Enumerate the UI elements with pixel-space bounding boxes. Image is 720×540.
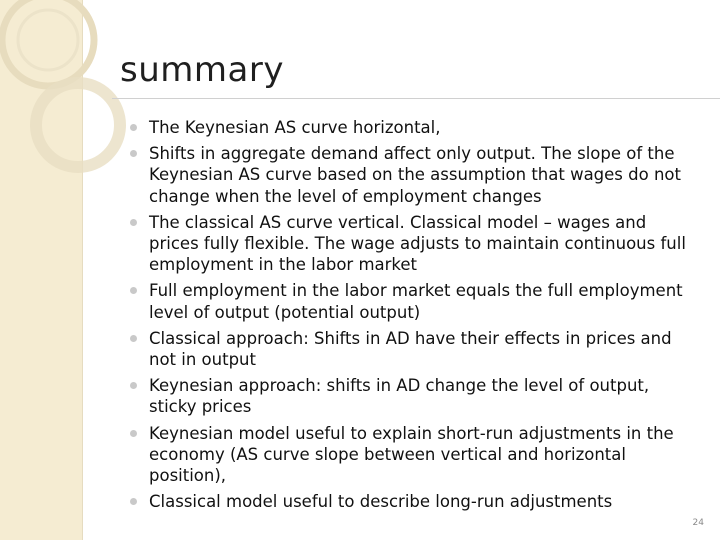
decorative-side-band — [0, 0, 83, 540]
bullet-item — [130, 375, 695, 417]
bullet-list — [130, 117, 695, 517]
bullet-text: Classical model useful to describe long-run adjustments — [149, 492, 613, 512]
bullet-dot-icon — [130, 150, 137, 157]
bullet-text: Keynesian model useful to explain short-run adjustments in the economy (AS curve slope between vertical and horizontal position), — [149, 423, 674, 486]
bullet-item — [130, 212, 695, 276]
bullet-dot-icon — [130, 382, 137, 389]
bullet-item — [130, 143, 695, 207]
bullet-text: Shifts in aggregate demand affect only output. The slope of the Keynesian AS curve based on the assumption that wages do not change when the level of employment changes — [149, 144, 681, 206]
bullet-item — [130, 423, 695, 487]
bullet-text: Full employment in the labor market equals the full employment level of output (potential output) — [149, 281, 683, 322]
bullet-text: Classical approach: Shifts in AD have their effects in prices and not in output — [149, 328, 672, 370]
bullet-dot-icon — [130, 335, 137, 342]
title-divider — [112, 98, 720, 99]
bullet-dot-icon — [130, 124, 137, 131]
bullet-text: The classical AS curve vertical. Classical model – wages and prices fully flexible. The wage adjusts to maintain continuous full employment in the labor market — [149, 212, 686, 275]
bullet-text: Keynesian approach: shifts in AD change the level of output, sticky prices — [149, 376, 650, 417]
bullet-dot-icon — [130, 430, 137, 437]
slide-title: summary — [120, 50, 284, 90]
bullet-item — [130, 280, 695, 322]
bullet-item — [130, 491, 695, 512]
bullet-dot-icon — [130, 219, 137, 226]
bullet-item — [130, 117, 695, 138]
bullet-dot-icon — [130, 287, 137, 294]
bullet-item — [130, 328, 695, 370]
bullet-text: The Keynesian AS curve horizontal, — [149, 118, 441, 137]
page-number: 24 — [692, 518, 704, 528]
bullet-dot-icon — [130, 498, 137, 505]
